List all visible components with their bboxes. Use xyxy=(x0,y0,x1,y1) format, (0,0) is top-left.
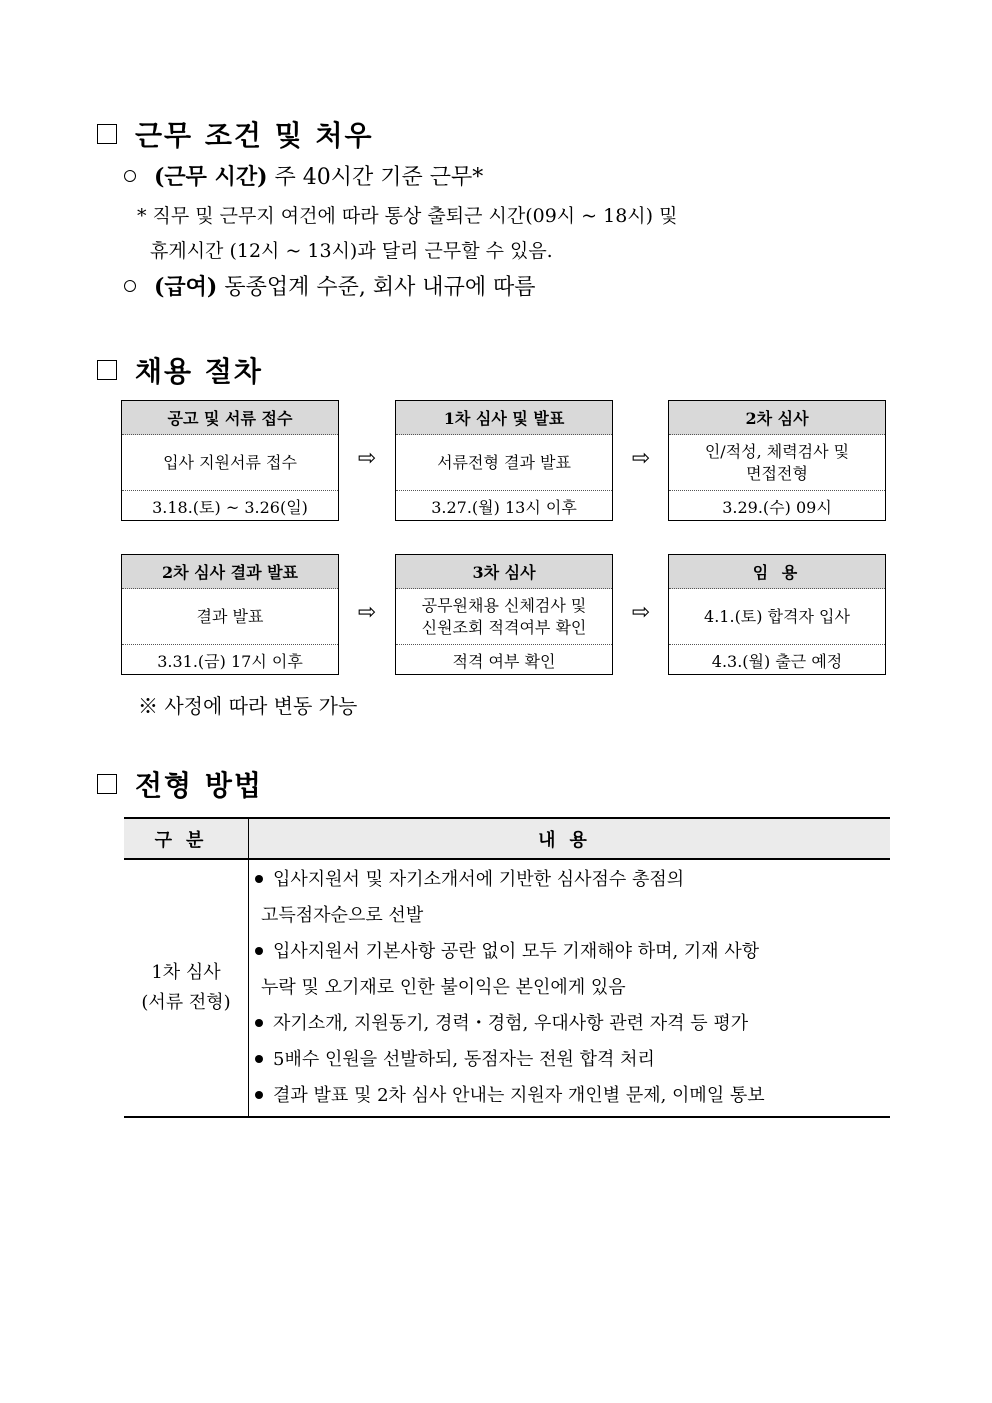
circle-bullet-icon xyxy=(124,280,136,292)
process-step xyxy=(121,554,339,675)
list-item-continuation: 고득점자순으로 선발 xyxy=(261,905,424,926)
bullet-dot-icon xyxy=(255,875,263,883)
circle-bullet-icon xyxy=(124,170,136,182)
footnote-line-2: 휴게시간 (12시 ~ 13시)과 달리 근무할 수 있음. xyxy=(150,240,553,262)
item-text: 주 40시간 기준 근무* xyxy=(267,165,484,190)
bullet-dot-icon xyxy=(255,1019,263,1027)
bullet-dot-icon xyxy=(255,1091,263,1099)
right-arrow-icon: ⇨ xyxy=(357,446,377,471)
step-date: 3.29.(수) 09시 xyxy=(722,498,832,517)
column-header-category: 구분 xyxy=(124,818,249,859)
section-title: 채용 절차 xyxy=(135,355,263,388)
checkbox-square-icon xyxy=(97,124,117,144)
process-step xyxy=(668,400,886,521)
list-item-continuation: 누락 및 오기재로 인한 불이익은 본인에게 있음 xyxy=(261,977,626,998)
item-label: (급여) xyxy=(154,274,218,300)
right-arrow-icon: ⇨ xyxy=(357,600,377,625)
step-date: 3.18.(토) ~ 3.26(일) xyxy=(152,498,308,517)
change-note: ※ 사정에 따라 변동 가능 xyxy=(138,694,358,718)
list-item-text: 입사지원서 기본사항 공란 없이 모두 기재해야 하며, 기재 사항 xyxy=(273,941,760,962)
row-label-line: 1차 심사 xyxy=(151,962,221,983)
process-step xyxy=(395,554,613,675)
step-date: 4.3.(월) 출근 예정 xyxy=(711,652,843,671)
table-row xyxy=(124,859,890,1117)
work-hours-item xyxy=(124,160,483,191)
step-body: 서류전형 결과 발표 xyxy=(396,435,612,491)
step-body: 입사 지원서류 접수 xyxy=(122,435,338,491)
checkbox-square-icon xyxy=(97,774,117,794)
process-step xyxy=(395,400,613,521)
item-label: (근무 시간) xyxy=(154,164,268,190)
section-work-conditions-heading xyxy=(97,114,374,154)
step-body: 4.1.(토) 합격자 입사 xyxy=(669,589,885,645)
section-hiring-process-heading xyxy=(97,350,263,390)
step-header: 공고 및 서류 접수 xyxy=(122,401,338,435)
step-body: 결과 발표 xyxy=(122,589,338,645)
right-arrow-icon: ⇨ xyxy=(631,446,651,471)
item-text: 동종업계 수준, 회사 내규에 따름 xyxy=(217,275,536,300)
row-content xyxy=(249,859,891,1117)
step-date: 적격 여부 확인 xyxy=(452,652,556,671)
list-item-text: 결과 발표 및 2차 심사 안내는 지원자 개인별 문제, 이메일 통보 xyxy=(273,1085,765,1106)
bullet-dot-icon xyxy=(255,1055,263,1063)
step-header: 1차 심사 및 발표 xyxy=(396,401,612,435)
process-step xyxy=(668,554,886,675)
process-step xyxy=(121,400,339,521)
row-label xyxy=(124,859,249,1117)
checkbox-square-icon xyxy=(97,360,117,380)
bullet-dot-icon xyxy=(255,947,263,955)
row-label-line: (서류 전형) xyxy=(141,992,231,1013)
list-item-text: 5배수 인원을 선발하되, 동점자는 전원 합격 처리 xyxy=(273,1049,655,1070)
list-item xyxy=(251,1042,890,1078)
section-title: 전형 방법 xyxy=(135,769,263,802)
step-date: 3.27.(월) 13시 이후 xyxy=(431,498,577,517)
list-item xyxy=(251,862,890,898)
salary-item xyxy=(124,270,536,301)
table-header-row xyxy=(124,818,890,859)
step-header: 2차 심사 xyxy=(669,401,885,435)
step-date: 3.31.(금) 17시 이후 xyxy=(157,652,303,671)
step-body: 공무원채용 신체검사 및 신원조회 적격여부 확인 xyxy=(396,589,612,645)
section-selection-method-heading xyxy=(97,764,263,804)
step-body: 인/적성, 체력검사 및 면접전형 xyxy=(669,435,885,491)
list-item-text: 입사지원서 및 자기소개서에 기반한 심사점수 총점의 xyxy=(273,869,685,890)
list-item xyxy=(251,934,890,970)
footnote-line-1: * 직무 및 근무지 여건에 따라 통상 출퇴근 시간(09시 ~ 18시) 및 xyxy=(137,205,678,227)
step-header: 2차 심사 결과 발표 xyxy=(122,555,338,589)
list-item xyxy=(251,1006,890,1042)
section-title: 근무 조건 및 처우 xyxy=(135,119,374,152)
step-header: 3차 심사 xyxy=(396,555,612,589)
right-arrow-icon: ⇨ xyxy=(631,600,651,625)
selection-method-table xyxy=(124,817,890,1118)
list-item xyxy=(251,1078,890,1114)
column-header-content: 내용 xyxy=(249,818,891,859)
list-item-text: 자기소개, 지원동기, 경력・경험, 우대사항 관련 자격 등 평가 xyxy=(273,1013,749,1034)
step-header: 임 용 xyxy=(669,555,885,589)
